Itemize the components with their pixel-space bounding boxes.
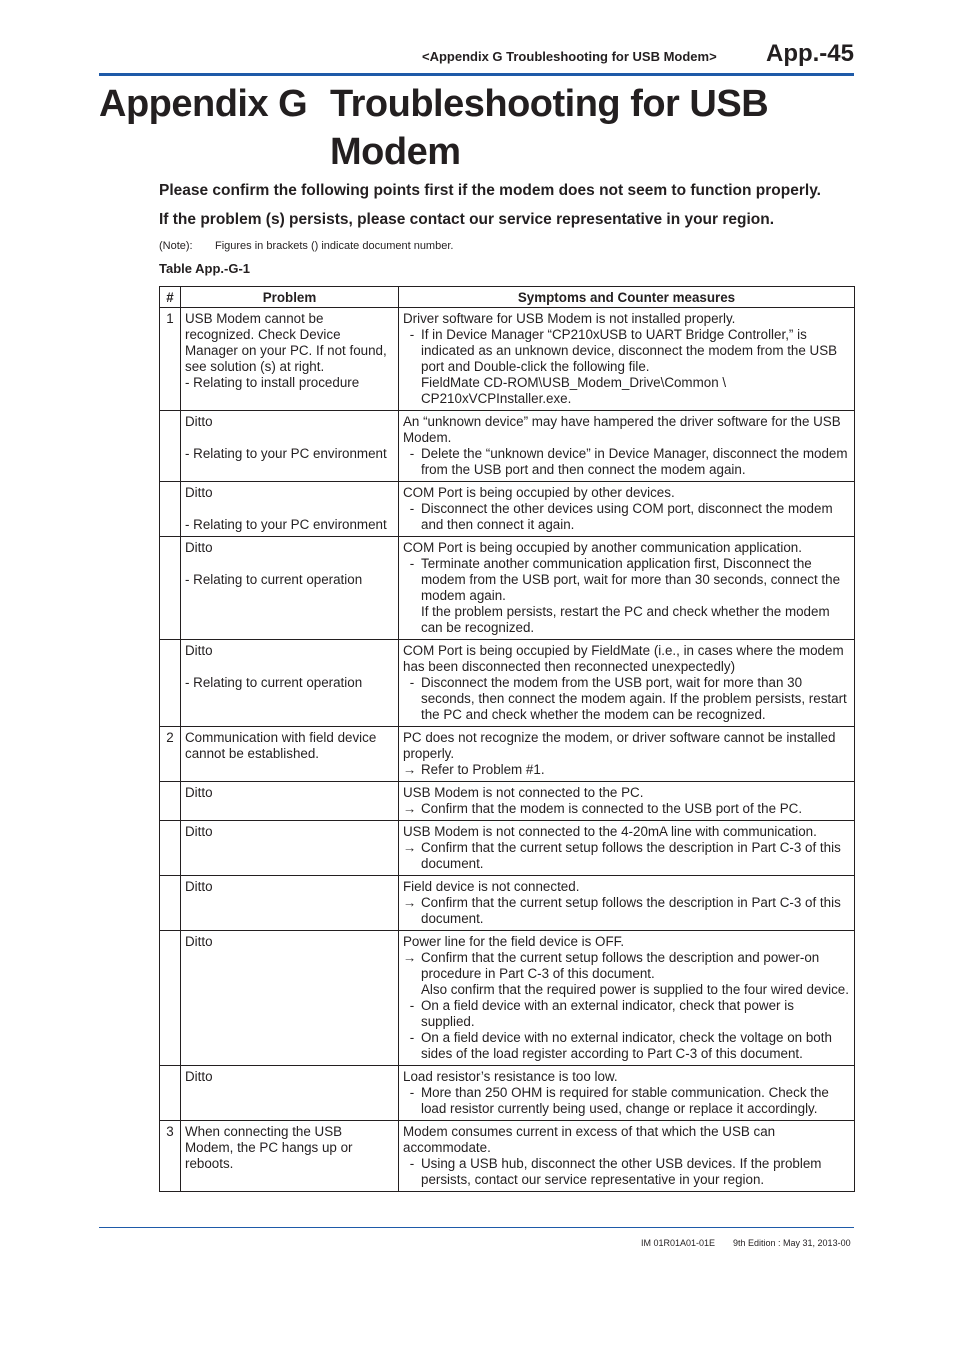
intro-line-2: If the problem (s) persists, please contact our service representative in your region. (159, 211, 775, 228)
countermeasure-text: Confirm that the current setup follows the description and power-on procedure in Part C-3 of this document. (421, 950, 820, 981)
problem-cell (181, 876, 399, 931)
arrow-marker: → (403, 950, 417, 965)
table-row (160, 482, 855, 537)
row-number (160, 482, 181, 537)
countermeasure-text: If in Device Manager “CP210xUSB to UART Bridge Controller,” is indicated as an unknown device, disconnect the modem from the USB port and Double-click the following file. (421, 327, 838, 374)
symptom-text: Load resistor’s resistance is too low. (403, 1069, 618, 1084)
arrow-marker: → (403, 895, 417, 910)
countermeasure-item (403, 327, 850, 407)
countermeasure-body (421, 762, 850, 778)
countermeasure-item (403, 556, 850, 636)
footer-rule (99, 1227, 854, 1228)
blank-line (185, 556, 394, 572)
dash-marker: - (409, 446, 415, 461)
row-number: 3 (160, 1121, 181, 1192)
symptom-text: Power line for the field device is OFF. (403, 934, 625, 949)
row-number (160, 782, 181, 821)
countermeasure-body (421, 998, 850, 1030)
countermeasure-body (421, 895, 850, 927)
symptom-text: COM Port is being occupied by FieldMate (i.e., in cases where the modem has been disconnected then reconnected unexpectedly) (403, 643, 844, 674)
symptom-cell (399, 411, 855, 482)
dash-marker: - (409, 1156, 415, 1171)
countermeasure-item (403, 895, 850, 927)
table-row (160, 782, 855, 821)
problem-text: Ditto (185, 824, 213, 839)
symptom-text: Driver software for USB Modem is not installed properly. (403, 311, 736, 326)
problem-text: Ditto (185, 1069, 213, 1084)
countermeasure-text: Terminate another communication application first, Disconnect the modem from the USB port, wait for more than 30 seconds, connect the modem again. (421, 556, 841, 603)
header-symptoms: Symptoms and Counter measures (399, 287, 855, 308)
arrow-marker: → (403, 762, 417, 777)
symptom-text: USB Modem is not connected to the 4-20mA line with communication. (403, 824, 817, 839)
table-row (160, 876, 855, 931)
arrow-marker: → (403, 801, 417, 816)
table-row (160, 411, 855, 482)
table-caption: Table App.-G-1 (159, 261, 250, 276)
symptom-cell (399, 537, 855, 640)
countermeasure-body (421, 327, 850, 407)
appendix-label: Appendix G (99, 83, 308, 125)
table-row (160, 640, 855, 727)
countermeasure-body (421, 950, 850, 998)
countermeasure-item (403, 840, 850, 872)
countermeasure-body (421, 1156, 850, 1188)
countermeasure-body (421, 501, 850, 533)
symptom-text: COM Port is being occupied by other devices. (403, 485, 675, 500)
blank-line (185, 659, 394, 675)
page-number: App.-45 (765, 40, 854, 67)
problem-text: - Relating to install procedure (185, 375, 360, 390)
countermeasure-text: On a field device with no external indicator, check the voltage on both sides of the load register according to Part C-3 of this document. (421, 1030, 832, 1061)
countermeasure-body (421, 556, 850, 636)
problem-text: USB Modem cannot be recognized. Check Device Manager on your PC. If not found, see solution (s) at right. (185, 311, 387, 374)
symptom-cell (399, 931, 855, 1066)
header-rule (99, 73, 854, 76)
table-row (160, 1121, 855, 1192)
row-number: 2 (160, 727, 181, 782)
symptom-cell (399, 821, 855, 876)
countermeasure-text: Disconnect the modem from the USB port, wait for more than 30 seconds, then connect the modem again. If the problem persists, restart the PC and check whether the modem can be recognized. (421, 675, 847, 722)
countermeasure-item (403, 762, 850, 778)
symptom-cell (399, 308, 855, 411)
blank-line (185, 430, 394, 446)
problem-text: Ditto (185, 485, 213, 500)
countermeasure-item (403, 1085, 850, 1117)
row-number (160, 1066, 181, 1121)
countermeasure-body (421, 801, 850, 817)
countermeasure-text: If the problem persists, restart the PC and check whether the modem can be recognized. (421, 604, 830, 635)
symptom-cell (399, 482, 855, 537)
problem-text: - Relating to your PC environment (185, 517, 387, 532)
problem-text: Ditto (185, 879, 213, 894)
problem-text: Ditto (185, 643, 213, 658)
countermeasure-text: Using a USB hub, disconnect the other USB devices. If the problem persists, contact our service representative in your region. (421, 1156, 822, 1187)
header-number: # (160, 287, 181, 308)
row-number (160, 411, 181, 482)
countermeasure-text: CP210xVCPInstaller.exe. (421, 391, 572, 406)
countermeasure-item (403, 801, 850, 817)
countermeasure-body (421, 446, 850, 478)
problem-cell (181, 482, 399, 537)
countermeasure-body (421, 1085, 850, 1117)
problem-text: Ditto (185, 934, 213, 949)
symptom-cell (399, 727, 855, 782)
note-text: Figures in brackets () indicate document number. (215, 240, 454, 252)
dash-marker: - (409, 1030, 415, 1045)
page-title: Troubleshooting for USB Modem (330, 83, 769, 173)
row-number (160, 537, 181, 640)
table-row (160, 1066, 855, 1121)
countermeasure-body (421, 675, 850, 723)
table-row (160, 821, 855, 876)
table-row (160, 537, 855, 640)
countermeasure-text: FieldMate CD-ROM\USB_Modem_Drive\Common \ (421, 375, 727, 390)
table-body (160, 308, 855, 1192)
intro-line-1: Please confirm the following points first if the modem does not seem to function properly. (159, 182, 821, 199)
troubleshooting-table (159, 286, 855, 1192)
countermeasure-body (421, 1030, 850, 1062)
table-row (160, 931, 855, 1066)
symptom-cell (399, 1066, 855, 1121)
row-number (160, 821, 181, 876)
countermeasure-text: Refer to Problem #1. (421, 762, 545, 777)
problem-text: Ditto (185, 540, 213, 555)
symptom-text: An “unknown device” may have hampered the driver software for the USB Modem. (403, 414, 841, 445)
countermeasure-text: Confirm that the current setup follows the description in Part C-3 of this document. (421, 840, 841, 871)
countermeasure-body (421, 840, 850, 872)
problem-text: Ditto (185, 414, 213, 429)
symptom-cell (399, 782, 855, 821)
table-row (160, 308, 855, 411)
row-number (160, 640, 181, 727)
problem-cell (181, 931, 399, 1066)
countermeasure-text: More than 250 OHM is required for stable communication. Check the load resistor currently being used, change or replace it accordingly. (421, 1085, 829, 1116)
header-section-title: <Appendix G Troubleshooting for USB Modem> (422, 49, 717, 64)
problem-text: - Relating to your PC environment (185, 446, 387, 461)
dash-marker: - (409, 1085, 415, 1100)
countermeasure-item (403, 501, 850, 533)
countermeasure-text: Disconnect the other devices using COM port, disconnect the modem and then connect it again. (421, 501, 833, 532)
footer-edition: 9th Edition : May 31, 2013-00 (733, 1238, 851, 1248)
row-number: 1 (160, 308, 181, 411)
symptom-text: Modem consumes current in excess of that which the USB can accommodate. (403, 1124, 776, 1155)
countermeasure-text: Also confirm that the required power is supplied to the four wired device. (421, 982, 849, 997)
countermeasure-text: On a field device with an external indicator, check that power is supplied. (421, 998, 794, 1029)
problem-text: Communication with field device cannot be established. (185, 730, 377, 761)
blank-line (185, 501, 394, 517)
countermeasure-item (403, 675, 850, 723)
problem-text: Ditto (185, 785, 213, 800)
countermeasure-item (403, 998, 850, 1030)
problem-text: When connecting the USB Modem, the PC hangs up or reboots. (185, 1124, 353, 1171)
dash-marker: - (409, 998, 415, 1013)
table-header-row (160, 287, 855, 308)
symptom-text: Field device is not connected. (403, 879, 580, 894)
problem-cell (181, 537, 399, 640)
symptom-cell (399, 640, 855, 727)
countermeasure-text: Confirm that the current setup follows the description in Part C-3 of this document. (421, 895, 841, 926)
countermeasure-item (403, 950, 850, 998)
symptom-cell (399, 1121, 855, 1192)
note-label: (Note): (159, 240, 193, 252)
countermeasure-item (403, 1156, 850, 1188)
symptom-text: PC does not recognize the modem, or driver software cannot be installed properly. (403, 730, 836, 761)
problem-cell (181, 821, 399, 876)
dash-marker: - (409, 675, 415, 690)
problem-cell (181, 782, 399, 821)
row-number (160, 931, 181, 1066)
problem-cell (181, 640, 399, 727)
problem-cell (181, 308, 399, 411)
row-number (160, 876, 181, 931)
problem-text: - Relating to current operation (185, 675, 363, 690)
header-problem: Problem (181, 287, 399, 308)
problem-cell (181, 727, 399, 782)
dash-marker: - (409, 556, 415, 571)
footer-doc-number: IM 01R01A01-01E (641, 1238, 716, 1248)
table-row (160, 727, 855, 782)
arrow-marker: → (403, 840, 417, 855)
dash-marker: - (409, 327, 415, 342)
problem-text: - Relating to current operation (185, 572, 363, 587)
note (159, 240, 453, 252)
countermeasure-item (403, 1030, 850, 1062)
symptom-cell (399, 876, 855, 931)
dash-marker: - (409, 501, 415, 516)
problem-cell (181, 1121, 399, 1192)
symptom-text: COM Port is being occupied by another communication application. (403, 540, 802, 555)
countermeasure-item (403, 446, 850, 478)
countermeasure-text: Confirm that the modem is connected to the USB port of the PC. (421, 801, 803, 816)
countermeasure-text: Delete the “unknown device” in Device Manager, disconnect the modem from the USB port and then connect the modem again. (421, 446, 848, 477)
problem-cell (181, 411, 399, 482)
symptom-text: USB Modem is not connected to the PC. (403, 785, 644, 800)
problem-cell (181, 1066, 399, 1121)
